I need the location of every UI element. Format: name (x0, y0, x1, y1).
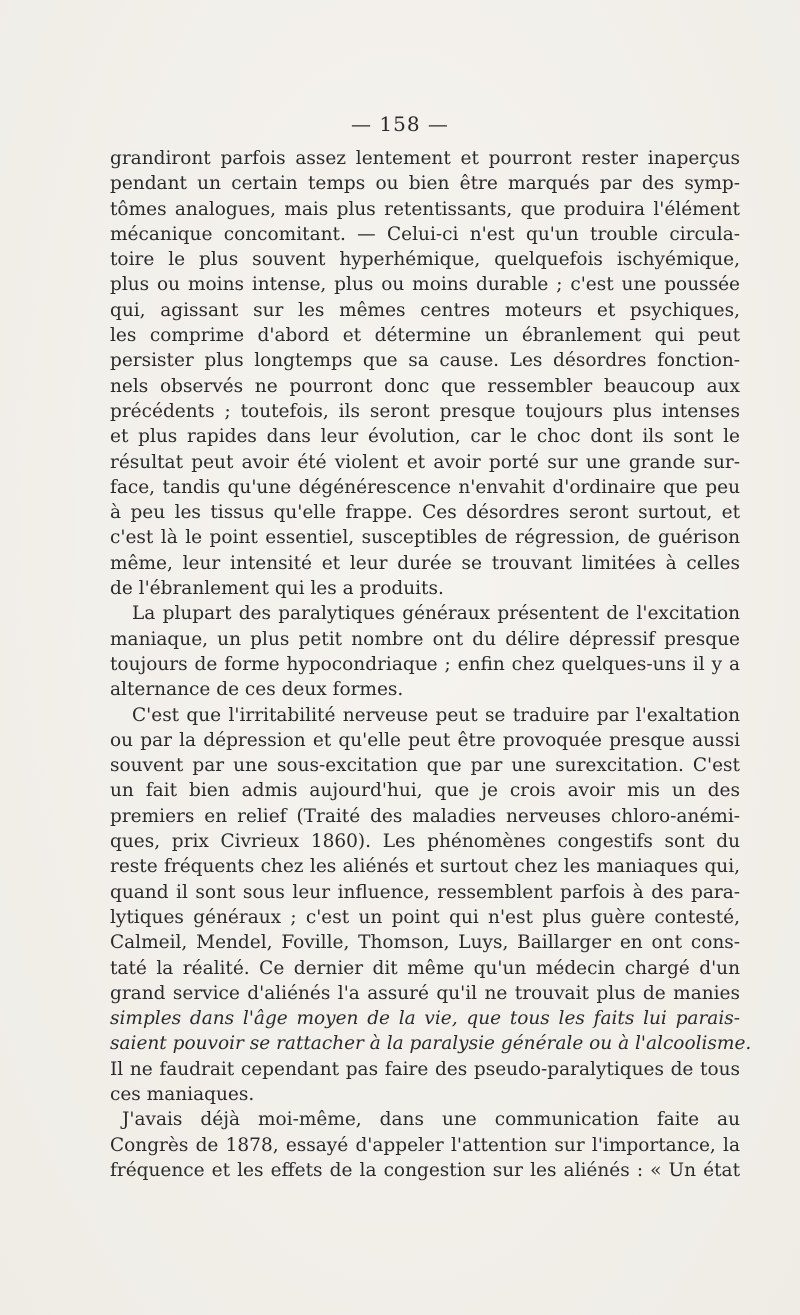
text-line: saient pouvoir se rattacher à la paralysie générale ou à l'alcoolisme. (110, 1033, 752, 1055)
text-line: grandiront parfois assez lentement et pourront rester inaperçus (110, 148, 740, 169)
text-line: résultat peut avoir été violent et avoir porté sur une grande sur- (110, 451, 740, 473)
text-line: c'est là le point essentiel, susceptibles de régression, de guérison (110, 527, 740, 549)
text-line: tômes analogues, mais plus retentissants, que produira l'élément (110, 198, 740, 220)
text-line: grand service d'aliénés l'a assuré qu'il ne trouvait plus de manies (110, 982, 740, 1004)
text-line: plus ou moins intense, plus ou moins durable ; c'est une poussée (110, 274, 740, 296)
text-line: à peu les tissus qu'elle frappe. Ces désordres seront surtout, et (110, 502, 740, 524)
text-line: nels observés ne pourront donc que ressembler beaucoup aux (110, 375, 740, 397)
page-number: — 158 — (351, 112, 449, 136)
text-line: quand il sont sous leur influence, ressemblent parfois à des para- (110, 881, 740, 903)
text-line: toujours de forme hypocondriaque ; enfin chez quelques-uns il y a (110, 653, 740, 675)
text-line: ques, prix Civrieux 1860). Les phénomènes congestifs sont du (110, 831, 740, 853)
text-line: reste fréquents chez les aliénés et surtout chez les maniaques qui, (110, 856, 740, 878)
text-line: pendant un certain temps ou bien être marqués par des symp- (110, 173, 740, 195)
text-line: Congrès de 1878, essayé d'appeler l'attention sur l'importance, la (110, 1134, 740, 1156)
text-line: simples dans l'âge moyen de la vie, que tous les faits lui parais- (110, 1008, 740, 1030)
text-line: ou par la dépression et qu'elle peut être provoquée presque aussi (110, 729, 740, 751)
body-text (110, 146, 752, 1183)
text-line: J'avais déjà moi-même, dans une communication faite au (122, 1109, 740, 1131)
text-line: même, leur intensité et leur durée se trouvant limitées à celles (110, 552, 740, 574)
text-line: lytiques généraux ; c'est un point qui n'est plus guère contesté, (110, 906, 740, 928)
text-line: alternance de ces deux formes. (110, 679, 404, 701)
text-line: mécanique concomitant. — Celui-ci n'est qu'un trouble circula- (110, 223, 740, 245)
text-line: La plupart des paralytiques généraux présentent de l'excitation (132, 603, 740, 625)
text-line: et plus rapides dans leur évolution, car le choc dont ils sont le (110, 426, 740, 448)
text-line: précédents ; toutefois, ils seront presque toujours plus intenses (110, 400, 740, 422)
text-line: les comprime d'abord et détermine un ébranlement qui peut (110, 325, 740, 347)
text-line: toire le plus souvent hyperhémique, quelquefois ischyémique, (110, 249, 740, 271)
text-line: taté la réalité. Ce dernier dit même qu'un médecin chargé d'un (110, 957, 740, 979)
text-line: maniaque, un plus petit nombre ont du délire dépressif presque (110, 628, 740, 650)
text-line: de l'ébranlement qui les a produits. (110, 578, 444, 600)
text-line: un fait bien admis aujourd'hui, que je crois avoir mis un des (110, 780, 740, 802)
text-line: Il ne faudrait cependant pas faire des pseudo-paralytiques de tous (110, 1058, 740, 1080)
text-line: souvent par une sous-excitation que par une surexcitation. C'est (110, 755, 740, 777)
text-line: ces maniaques. (110, 1083, 255, 1105)
text-line: Calmeil, Mendel, Foville, Thomson, Luys, Baillarger en ont cons- (110, 932, 740, 954)
text-line: persister plus longtemps que sa cause. Les désordres fonction- (110, 350, 740, 372)
text-line: fréquence et les effets de la congestion sur les aliénés : « Un état (110, 1159, 740, 1181)
text-line: face, tandis qu'une dégénérescence n'envahit d'ordinaire que peu (110, 476, 740, 498)
text-line: premiers en relief (Traité des maladies nerveuses chloro-anémi- (110, 805, 740, 827)
text-line: qui, agissant sur les mêmes centres moteurs et psychiques, (110, 299, 740, 321)
text-line: C'est que l'irritabilité nerveuse peut se traduire par l'exaltation (132, 704, 740, 726)
